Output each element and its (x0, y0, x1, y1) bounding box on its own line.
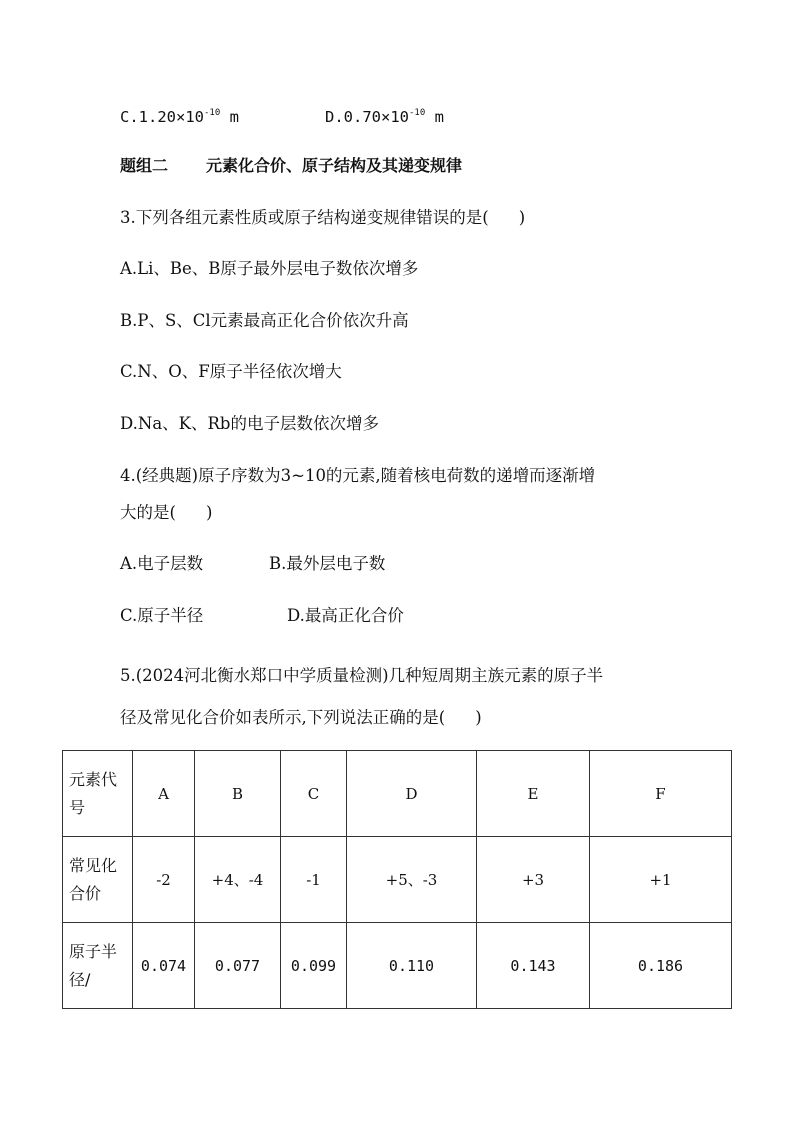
table-row-valence (63, 837, 732, 923)
table-cell: A (133, 751, 195, 837)
table-cell: 0.099 (281, 923, 347, 1009)
q4-choice-c[interactable]: C.原子半径 (120, 606, 204, 625)
q2-choice-c[interactable]: $C.1.20\times 10^{-10}$ m (120, 108, 239, 126)
row-header-element-symbol: 元素代 号 (63, 751, 133, 837)
row-header-atomic-radius: 原子半 径/ (63, 923, 133, 1009)
table-cell: 0.143 (477, 923, 590, 1009)
question-4-stem-line-1: 4.(经典题)原子序数为3~10的元素,随着核电荷数的递增而逐渐增 (120, 466, 596, 485)
table-cell: B (195, 751, 281, 837)
table-cell: +3 (477, 837, 590, 923)
table-cell: D (347, 751, 477, 837)
table-cell: -2 (133, 837, 195, 923)
group-title: 元素化合价、原子结构及其递变规律 (206, 156, 463, 175)
group-label: 题组二 (120, 156, 169, 175)
table-cell: C (281, 751, 347, 837)
question-4-stem-line-2: 大的是( ) (120, 503, 213, 522)
q3-choice-d[interactable]: D.Na、K、Rb的电子层数依次增多 (120, 414, 379, 433)
table-cell: 0.074 (133, 923, 195, 1009)
q3-choice-b[interactable]: B.P、S、Cl元素最高正化合价依次升高 (120, 311, 409, 330)
row-header-valence: 常见化 合价 (63, 837, 133, 923)
q3-choice-a[interactable]: A.Li、Be、B原子最外层电子数依次增多 (120, 259, 419, 278)
table-cell: F (590, 751, 732, 837)
q2-choice-d[interactable]: $D.0.70\times 10^{-10}$ m (325, 108, 444, 126)
table-row-element-symbol (63, 751, 732, 837)
table-row-atomic-radius (63, 923, 732, 1009)
table-cell: -1 (281, 837, 347, 923)
question-5-stem-line-1: 5.(2024河北衡水郑口中学质量检测)几种短周期主族元素的原子半 (120, 666, 604, 685)
q3-choice-c[interactable]: C.N、O、F原子半径依次增大 (120, 362, 342, 381)
table-cell: +4、-4 (195, 837, 281, 923)
q4-choice-d[interactable]: D.最高正化合价 (287, 606, 404, 625)
table-cell: +1 (590, 837, 732, 923)
q4-choice-b[interactable]: B.最外层电子数 (269, 554, 386, 573)
table-cell: 0.186 (590, 923, 732, 1009)
q4-choice-a[interactable]: A.电子层数 (120, 554, 204, 573)
element-data-table (62, 750, 732, 1009)
table-cell: E (477, 751, 590, 837)
table-cell: 0.110 (347, 923, 477, 1009)
question-3-stem: 3.下列各组元素性质或原子结构递变规律错误的是( ) (120, 208, 526, 227)
table-cell: +5、-3 (347, 837, 477, 923)
table-cell: 0.077 (195, 923, 281, 1009)
group-2-heading (120, 155, 462, 177)
question-5-stem-line-2: 径及常见化合价如表所示,下列说法正确的是( ) (120, 708, 482, 727)
